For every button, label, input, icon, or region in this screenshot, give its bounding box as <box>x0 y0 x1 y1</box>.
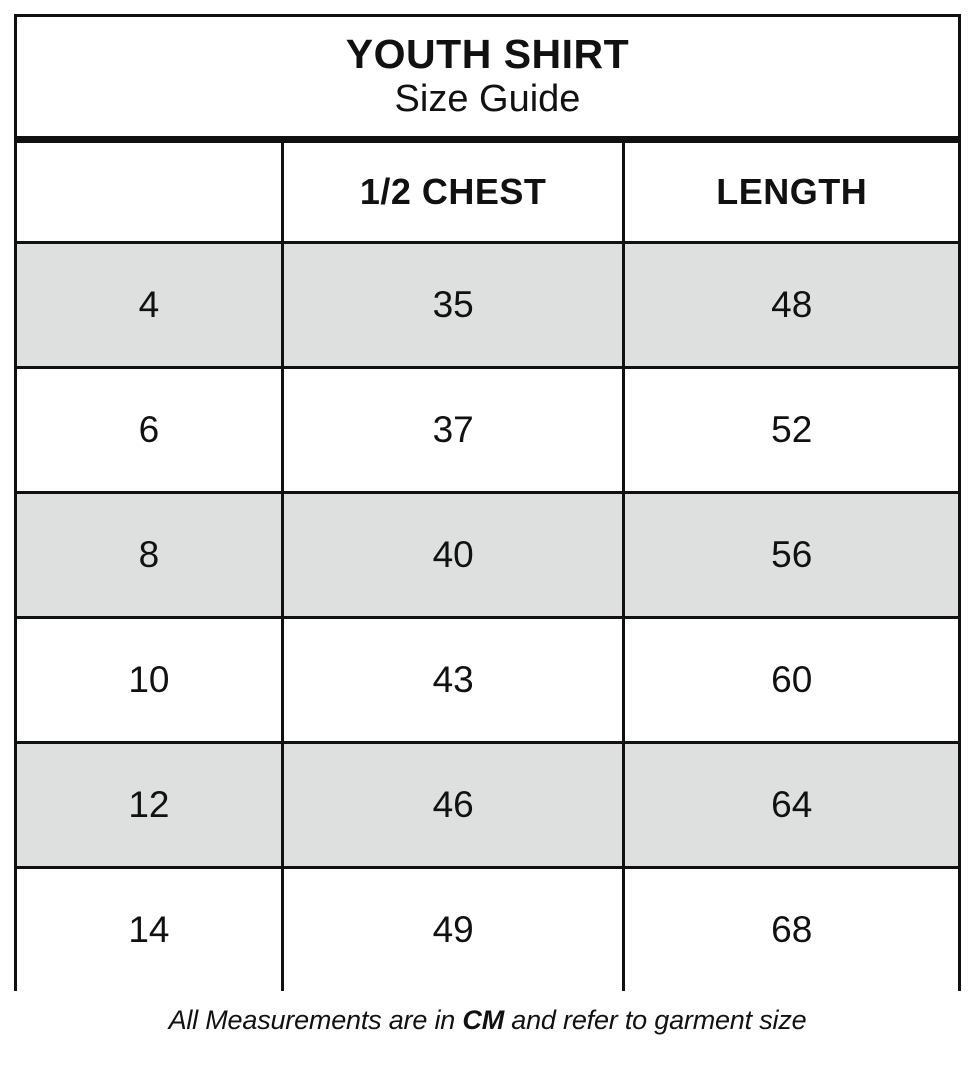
cell-half-chest: 40 <box>282 492 624 617</box>
cell-half-chest: 43 <box>282 617 624 742</box>
cell-half-chest: 37 <box>282 367 624 492</box>
measurement-note <box>14 991 961 1036</box>
page-title: YOUTH SHIRT <box>345 31 630 77</box>
cell-size: 4 <box>17 242 282 367</box>
measurement-note-unit: CM <box>462 1004 504 1035</box>
table-row <box>17 867 958 991</box>
cell-size: 10 <box>17 617 282 742</box>
cell-size: 6 <box>17 367 282 492</box>
measurement-note-lead: All Measurements are in <box>168 1004 463 1035</box>
cell-size: 14 <box>17 867 282 991</box>
table-row <box>17 367 958 492</box>
cell-length: 68 <box>771 908 813 950</box>
cell-size: 12 <box>17 742 282 867</box>
cell-half-chest: 46 <box>282 742 624 867</box>
cell-size: 8 <box>17 492 282 617</box>
title-block <box>17 17 958 143</box>
table-row <box>17 242 958 367</box>
table-row <box>17 617 958 742</box>
table-header <box>17 143 958 243</box>
cell-length: 56 <box>624 492 958 617</box>
cell-length: 52 <box>624 367 958 492</box>
cell-half-chest: 35 <box>282 242 624 367</box>
table-row <box>17 492 958 617</box>
table-row <box>17 742 958 867</box>
page-subtitle: Size Guide <box>394 78 581 121</box>
size-chart-table <box>17 143 958 991</box>
cell-length: 48 <box>624 242 958 367</box>
column-header-size <box>17 143 282 243</box>
cell-length: 60 <box>624 617 958 742</box>
cell-half-chest: 49 <box>282 867 624 991</box>
cell-length: 64 <box>624 742 958 867</box>
table-header-row <box>17 143 958 243</box>
size-guide-card <box>14 14 961 991</box>
column-header-half-chest: 1/2 CHEST <box>282 143 624 243</box>
table-body <box>17 242 958 991</box>
column-header-length: LENGTH <box>624 143 958 243</box>
measurement-note-trail: and refer to garment size <box>503 1004 807 1035</box>
